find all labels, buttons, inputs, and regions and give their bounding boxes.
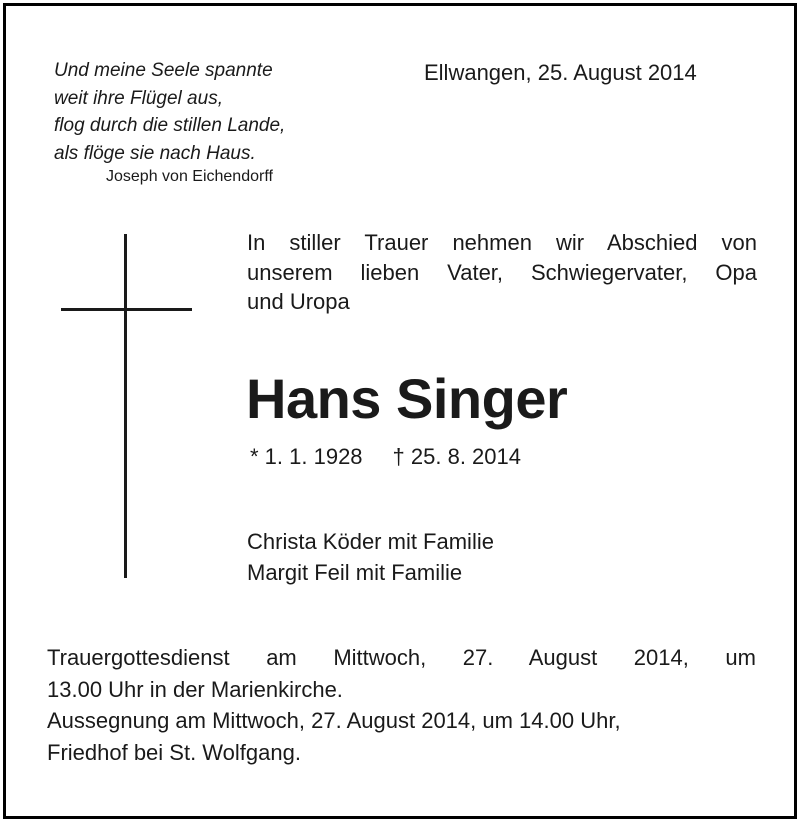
- intro-line: und Uropa: [247, 289, 350, 314]
- intro-line: unserem lieben Vater, Schwiegervater, Opa: [247, 259, 757, 285]
- cross-vertical-bar: [124, 234, 127, 578]
- service-line: Aussegnung am Mittwoch, 27. August 2014, um 14.00 Uhr,: [47, 708, 621, 733]
- service-line: Friedhof bei St. Wolfgang.: [47, 739, 301, 765]
- mourners-list: [247, 526, 494, 588]
- cross-horizontal-bar: [61, 308, 192, 311]
- intro-line: In stiller Trauer nehmen wir Abschied von: [247, 230, 757, 255]
- place-date: Ellwangen, 25. August 2014: [424, 60, 697, 85]
- intro-text: [247, 228, 757, 317]
- birth-date: * 1. 1. 1928: [250, 444, 363, 469]
- obituary-notice: [3, 3, 797, 819]
- mourner: Christa Köder mit Familie: [247, 529, 494, 554]
- poem-line: als flöge sie nach Haus.: [54, 142, 256, 164]
- mourner: Margit Feil mit Familie: [247, 560, 463, 585]
- death-date: † 25. 8. 2014: [392, 444, 521, 469]
- service-info: [47, 642, 756, 768]
- poem-quote: [54, 57, 285, 167]
- poem-author: Joseph von Eichendorff: [106, 168, 273, 185]
- life-dates: [250, 444, 521, 470]
- poem-line: flog durch die stillen Lande,: [54, 115, 286, 136]
- service-line: Trauergottesdienst am Mittwoch, 27. August 2014, um: [47, 645, 756, 670]
- service-line: 13.00 Uhr in der Marienkirche.: [47, 676, 343, 702]
- poem-line: weit ihre Flügel aus,: [54, 87, 223, 109]
- poem-line: Und meine Seele spannte: [54, 60, 273, 81]
- deceased-name: Hans Singer: [246, 367, 568, 430]
